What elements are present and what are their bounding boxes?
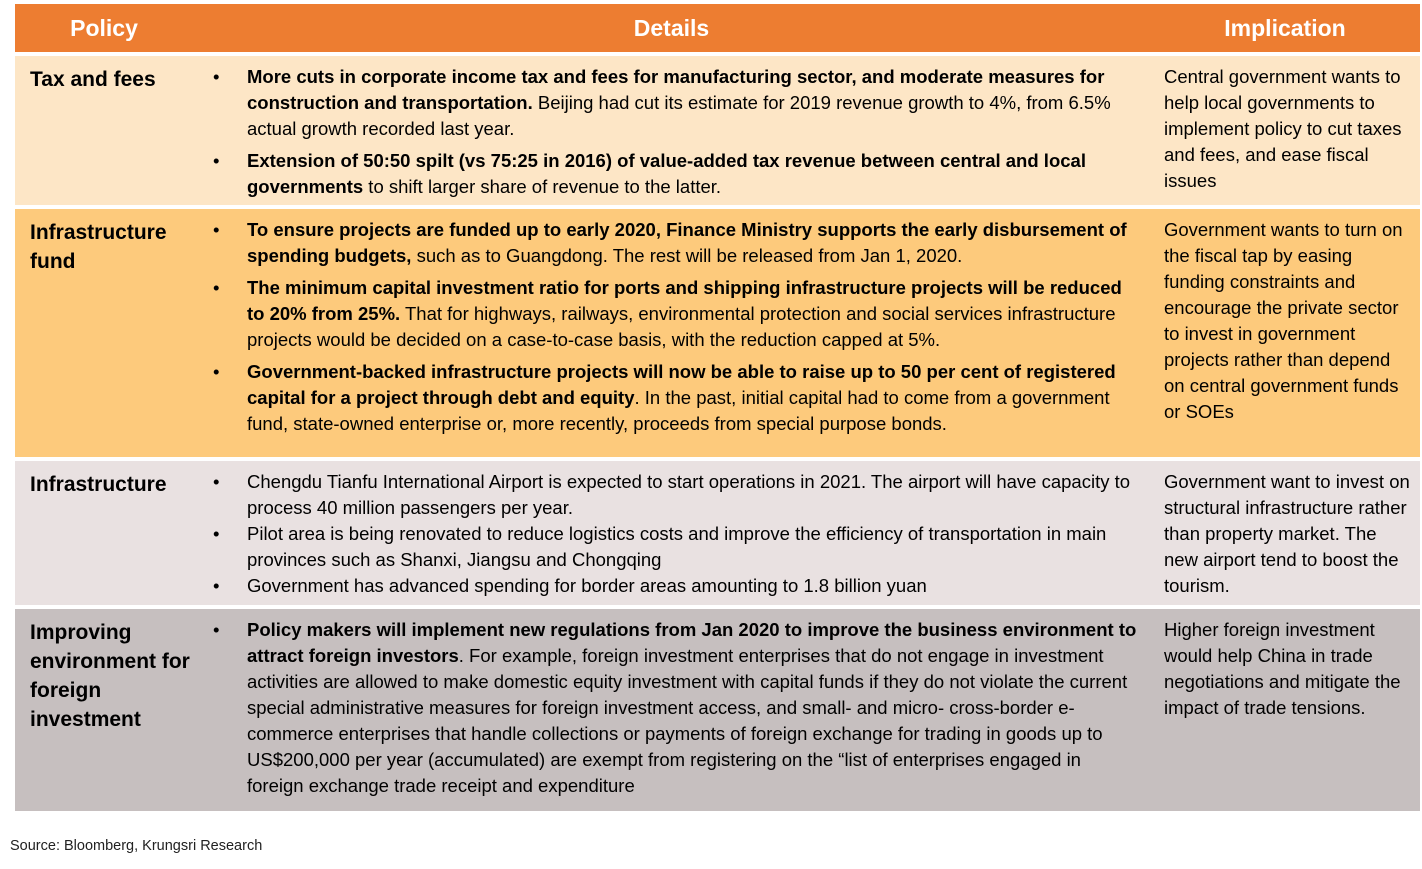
detail-item: • Government has advanced spending for border areas amounting to 1.8 billion yuan	[193, 573, 1140, 599]
detail-item: • Chengdu Tianfu International Airport is expected to start operations in 2021. The airport will have capacity to process 40 million passengers per year.	[213, 471, 1131, 518]
detail-item: • Policy makers will implement new regulations from Jan 2020 to improve the business environment to attract foreign investors. For example, foreign investment enterprises that do not engage in investment activities are allowed to make domestic equity investment with capital funds if they do not violate the current special administrative measures for foreign investment access, and small- and micro- cross-border e-commerce enterprises that handle collections or payments of foreign exchange for trading in goods up to US$200,000 per year (accumulated) are exempt from registering on the “list of enterprises engaged in foreign exchange trade receipt and expenditure	[213, 619, 1137, 796]
policy-cell: Improving environment for foreign investment	[30, 621, 190, 731]
detail-item: • The minimum capital investment ratio for ports and shipping infrastructure projects will be reduced to 20% from 25%. That for highways, railways, environmental protection and social services infrastructure projects would be decided on a case-to-case basis, with the reduction capped at 5%.	[213, 277, 1122, 350]
header-policy: Policy	[70, 14, 138, 41]
detail-item: • More cuts in corporate income tax and fees for manufacturing sector, and moderate measures for construction and transportation. Beijing had cut its estimate for 2019 revenue growth to 4%, from 6.5% actual growth recorded last year.	[213, 66, 1111, 139]
bullet-icon: •	[213, 523, 220, 544]
implication-cell: Higher foreign investment would help China in trade negotiations and mitigate the impact of trade tensions.	[1164, 619, 1401, 718]
table-row	[15, 605, 1420, 811]
policy-cell: Infrastructure	[30, 473, 167, 496]
source-note: Source: Bloomberg, Krungsri Research	[10, 838, 263, 854]
detail-item: • Pilot area is being renovated to reduce logistics costs and improve the efficiency of transportation in main provinces such as Shanxi, Jiangsu and Chongqing	[213, 523, 1107, 570]
policy-table	[15, 4, 1420, 811]
detail-item: • Extension of 50:50 spilt (vs 75:25 in 2016) of value-added tax revenue between central and local governments to shift larger share of revenue to the latter.	[213, 150, 1086, 197]
bullet-icon: •	[213, 150, 220, 171]
implication-cell: Government wants to turn on the fiscal tap by easing funding constraints and encourage the private sector to invest in government projects rather than depend on central government funds or SOEs	[1164, 219, 1403, 422]
table-row	[15, 52, 1420, 205]
policy-cell: Infrastructure fund	[30, 221, 167, 273]
bullet-icon: •	[213, 471, 220, 492]
details-cell	[193, 209, 1150, 457]
header-implication: Implication	[1224, 14, 1346, 41]
bullet-icon: •	[213, 219, 220, 240]
detail-item: • To ensure projects are funded up to early 2020, Finance Ministry supports the early disbursement of spending budgets, such as to Guangdong. The rest will be released from Jan 1, 2020.	[213, 219, 1127, 266]
bullet-icon: •	[213, 361, 220, 382]
details-cell	[193, 461, 1150, 605]
implication-cell: Central government wants to help local governments to implement policy to cut taxes and fees, and ease fiscal issues	[1164, 66, 1402, 191]
implication-cell: Government want to invest on structural infrastructure rather than property market. The new airport tend to boost the tourism.	[1164, 471, 1410, 596]
detail-item: • Government-backed infrastructure projects will now be able to raise up to 50 per cent of registered capital for a project through debt and equity. In the past, initial capital had to come from a government fund, state-owned enterprise or, more recently, proceeds from special purpose bonds.	[213, 361, 1116, 434]
bullet-icon: •	[213, 66, 220, 87]
bullet-icon: •	[213, 575, 220, 596]
table-header	[15, 4, 1420, 52]
policy-cell: Tax and fees	[30, 68, 156, 91]
header-details: Details	[633, 14, 710, 41]
bullet-icon: •	[213, 277, 220, 298]
details-cell	[193, 609, 1150, 811]
bullet-icon: •	[213, 619, 220, 640]
details-cell	[193, 56, 1150, 205]
table-row	[15, 205, 1420, 457]
table-row	[15, 457, 1420, 605]
